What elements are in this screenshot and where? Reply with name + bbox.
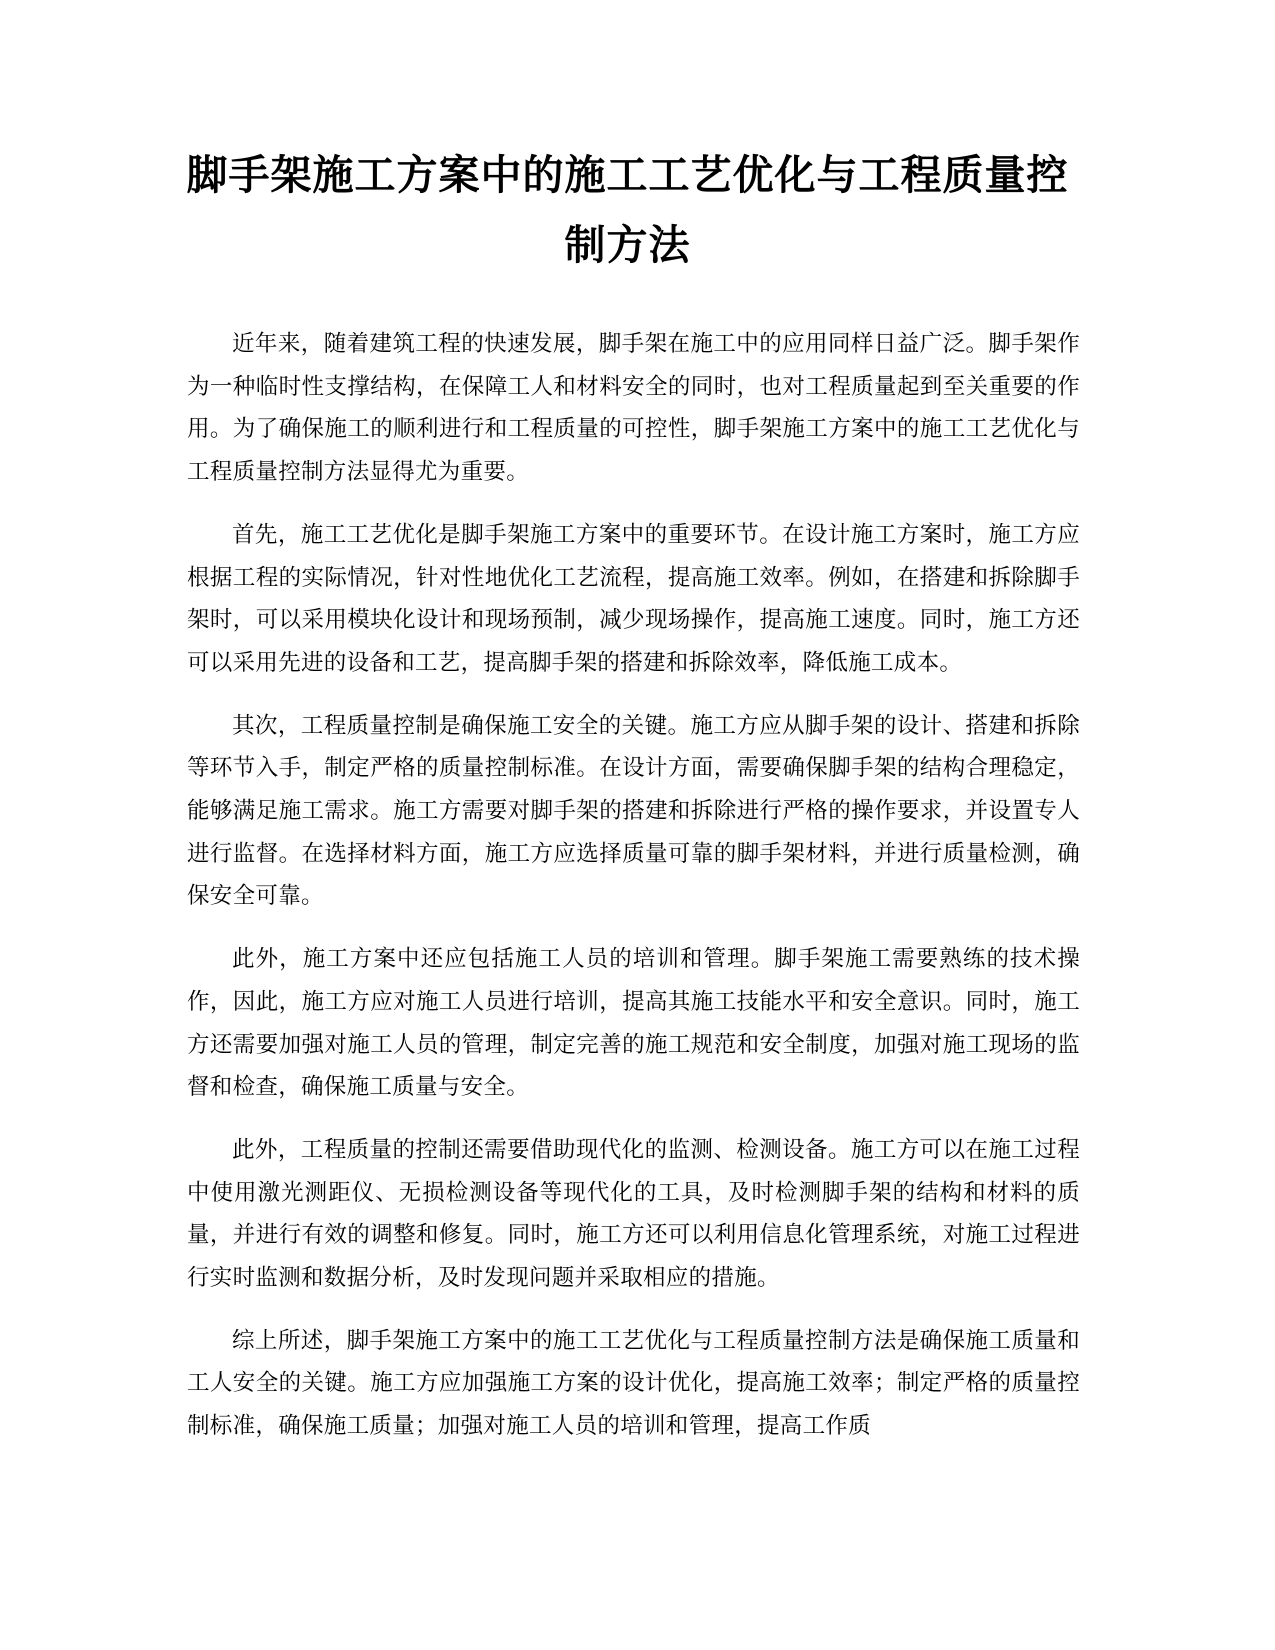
paragraph-conclusion: 综上所述，脚手架施工方案中的施工工艺优化与工程质量控制方法是确保施工质量和工人安全的关键。施工方应加强施工方案的设计优化，提高施工效率；制定严格的质量控制标准，确保施工质量；加强对施工人员的培训和管理，提高工作质: [187, 1327, 1080, 1440]
document-body: [187, 323, 1080, 1468]
document-title: 脚手架施工方案中的施工工艺优化与工程质量控制方法: [186, 151, 1069, 269]
paragraph-personnel-training: 此外，施工方案中还应包括施工人员的培训和管理。脚手架施工需要熟练的技术操作，因此，施工方应对施工人员进行培训，提高其施工技能水平和安全意识。同时，施工方还需要加强对施工人员的管理，制定完善的施工规范和安全制度，加强对施工现场的监督和检查，确保施工质量与安全。: [187, 946, 1080, 1101]
paragraph-quality-control: 其次，工程质量控制是确保施工安全的关键。施工方应从脚手架的设计、搭建和拆除等环节入手，制定严格的质量控制标准。在设计方面，需要确保脚手架的结构合理稳定，能够满足施工需求。施工方需要对脚手架的搭建和拆除进行严格的操作要求，并设置专人进行监督。在选择材料方面，施工方应选择质量可靠的脚手架材料，并进行质量检测，确保安全可靠。: [187, 712, 1080, 910]
paragraph-monitoring-equipment: 此外，工程质量的控制还需要借助现代化的监测、检测设备。施工方可以在施工过程中使用激光测距仪、无损检测设备等现代化的工具，及时检测脚手架的结构和材料的质量，并进行有效的调整和修复。同时，施工方还可以利用信息化管理系统，对施工过程进行实时监测和数据分析，及时发现问题并采取相应的措施。: [187, 1136, 1080, 1292]
paragraph-process-optimization: 首先，施工工艺优化是脚手架施工方案中的重要环节。在设计施工方案时，施工方应根据工程的实际情况，针对性地优化工艺流程，提高施工效率。例如，在搭建和拆除脚手架时，可以采用模块化设计和现场预制，减少现场操作，提高施工速度。同时，施工方还可以采用先进的设备和工艺，提高脚手架的搭建和拆除效率，降低施工成本。: [187, 521, 1080, 676]
paragraph-intro: 近年来，随着建筑工程的快速发展，脚手架在施工中的应用同样日益广泛。脚手架作为一种临时性支撑结构，在保障工人和材料安全的同时，也对工程质量起到至关重要的作用。为了确保施工的顺利进行和工程质量的可控性，脚手架施工方案中的施工工艺优化与工程质量控制方法显得尤为重要。: [187, 331, 1080, 486]
